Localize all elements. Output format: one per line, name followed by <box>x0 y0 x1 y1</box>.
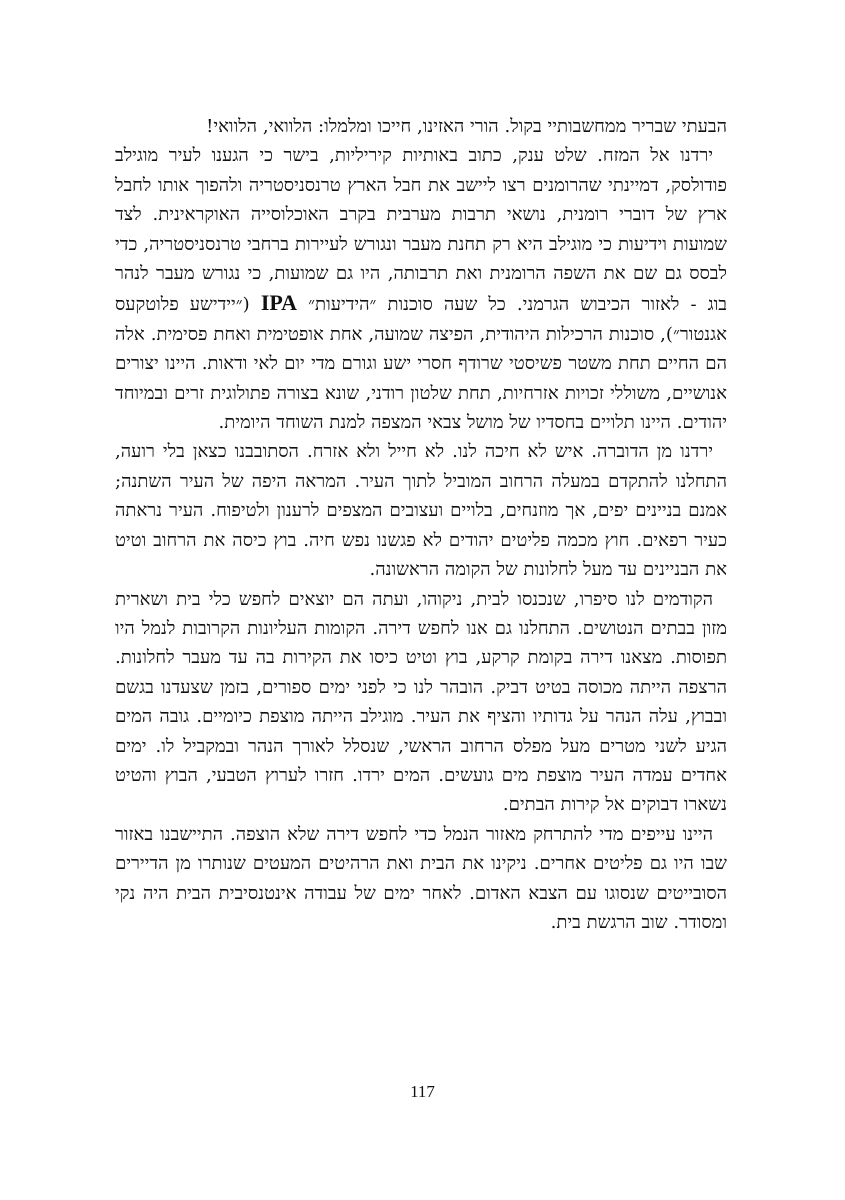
paragraph-3: ירדנו מן הדוברה. איש לא חיכה לנו. לא חייל ולא אזרח. הסתובבנו כצאן בלי רועה, התחלנו להתקדם במעלה הרחוב המוביל לתוך העיר. המראה היפה של העיר השתנה; אמנם בניינים יפים, אך מוזנחים, בלויים ועצובים המצפים לרענון ולטיפוח. העיר נראתה כעיר רפאים. חוץ מכמה פליטים יהודים לא פגשנו נפש חיה. בוץ כיסה את הרחוב וטיט את הבניינים עד מעל לחלונות של הקומה הראשונה. <box>115 441 727 581</box>
ipa-abbreviation: IPA <box>260 290 298 316</box>
paragraph-5: היינו עייפים מדי להתרחק מאזור הנמל כדי לחפש דירה שלא הוצפה. התיישבנו באזור שבו היו גם פליטים אחרים. ניקינו את הבית ואת הרהיטים המעטים שנותרו מן הדיירים הסובייטים שנסוגו עם הצבא האדום. לאחר ימים של עבודה אינטנסיבית הבית היה נקי ומסודר. שוב הרגשת בית. <box>115 823 727 933</box>
page-number: 117 <box>410 1082 435 1101</box>
paragraph-2 <box>115 141 727 437</box>
paragraph-2-text: ירדנו אל המזח. שלט ענק, כתוב באותיות קיריליות, בישר כי הגענו לעיר מוגילב פודולסק, דמיינתי שהרומנים רצו ליישב את חבל הארץ טרנסניסטריה ולהפוך אותו לחבל ארץ של דוברי רומנית, נושאי תרבות מערבית בקרב האוכלוסייה האוקראינית. לצד שמועות וידיעות כי מוגילב היא רק תחנת מעבר ונגורש לעיירות ברחבי טרנסניסטריה, כדי לבסס גם שם את השפה הרומנית ואת תרבותה, היו גם שמועות, כי נגורש מעבר לנהר בוג - לאזור הכיבוש הגרמני. כל שעה סוכנות ״הידיעות״ <box>115 145 727 316</box>
paragraph-4: הקודמים לנו סיפרו, שנכנסו לבית, ניקוהו, ועתה הם יוצאים לחפש כלי בית ושארית מזון בבתים הנטושים. התחלנו גם אנו לחפש דירה. הקומות העליונות הקרובות לנמל היו תפוסות. מצאנו דירה בקומת קרקע, בוץ וטיט כיסו את הקירות בה עד מעבר לחלונות. הרצפה הייתה מכוסה בטיט דביק. הובהר לנו כי לפני ימים ספורים, בזמן שצעדנו בגשם ובבוץ, עלה הנהר על גדותיו והציף את העיר. מוגילב הייתה מוצפת כיומיים. גובה המים הגיע לשני מטרים מעל מפלס הרחוב הראשי, שנסלל לאורך הנהר ובמקביל לו. ימים אחדים עמדה העיר מוצפת מים גועשים. המים ירדו. חזרו לערוץ הטבעי, הבוץ והטיט נשארו דבוקים אל קירות הבתים. <box>115 588 727 816</box>
paragraph-2-continuation: (״יידישע פלוטקעס אגנטור״), סוכנות הרכילות היהודית, הפיצה שמועה, אחת אופטימית ואחת פסימית. אלה הם החיים תחת משטר פשיסטי שרודף חסרי ישע וגורם מדי יום לאי ודאות. היינו יצורים אנושיים, משוללי זכויות אזרחיות, תחת שלטון רודני, שונא בצורה פתולוגית זרים ובמיוחד יהודים. היינו תלויים בחסדיו של מושל צבאי המצפה למנת השוחד היומית. <box>115 294 727 434</box>
body-text <box>115 112 727 937</box>
paragraph-1: הבעתי שבריר ממחשבותיי בקול. הורי האזינו, חייכו ומלמלו: הלוואי, הלוואי! <box>206 116 727 137</box>
